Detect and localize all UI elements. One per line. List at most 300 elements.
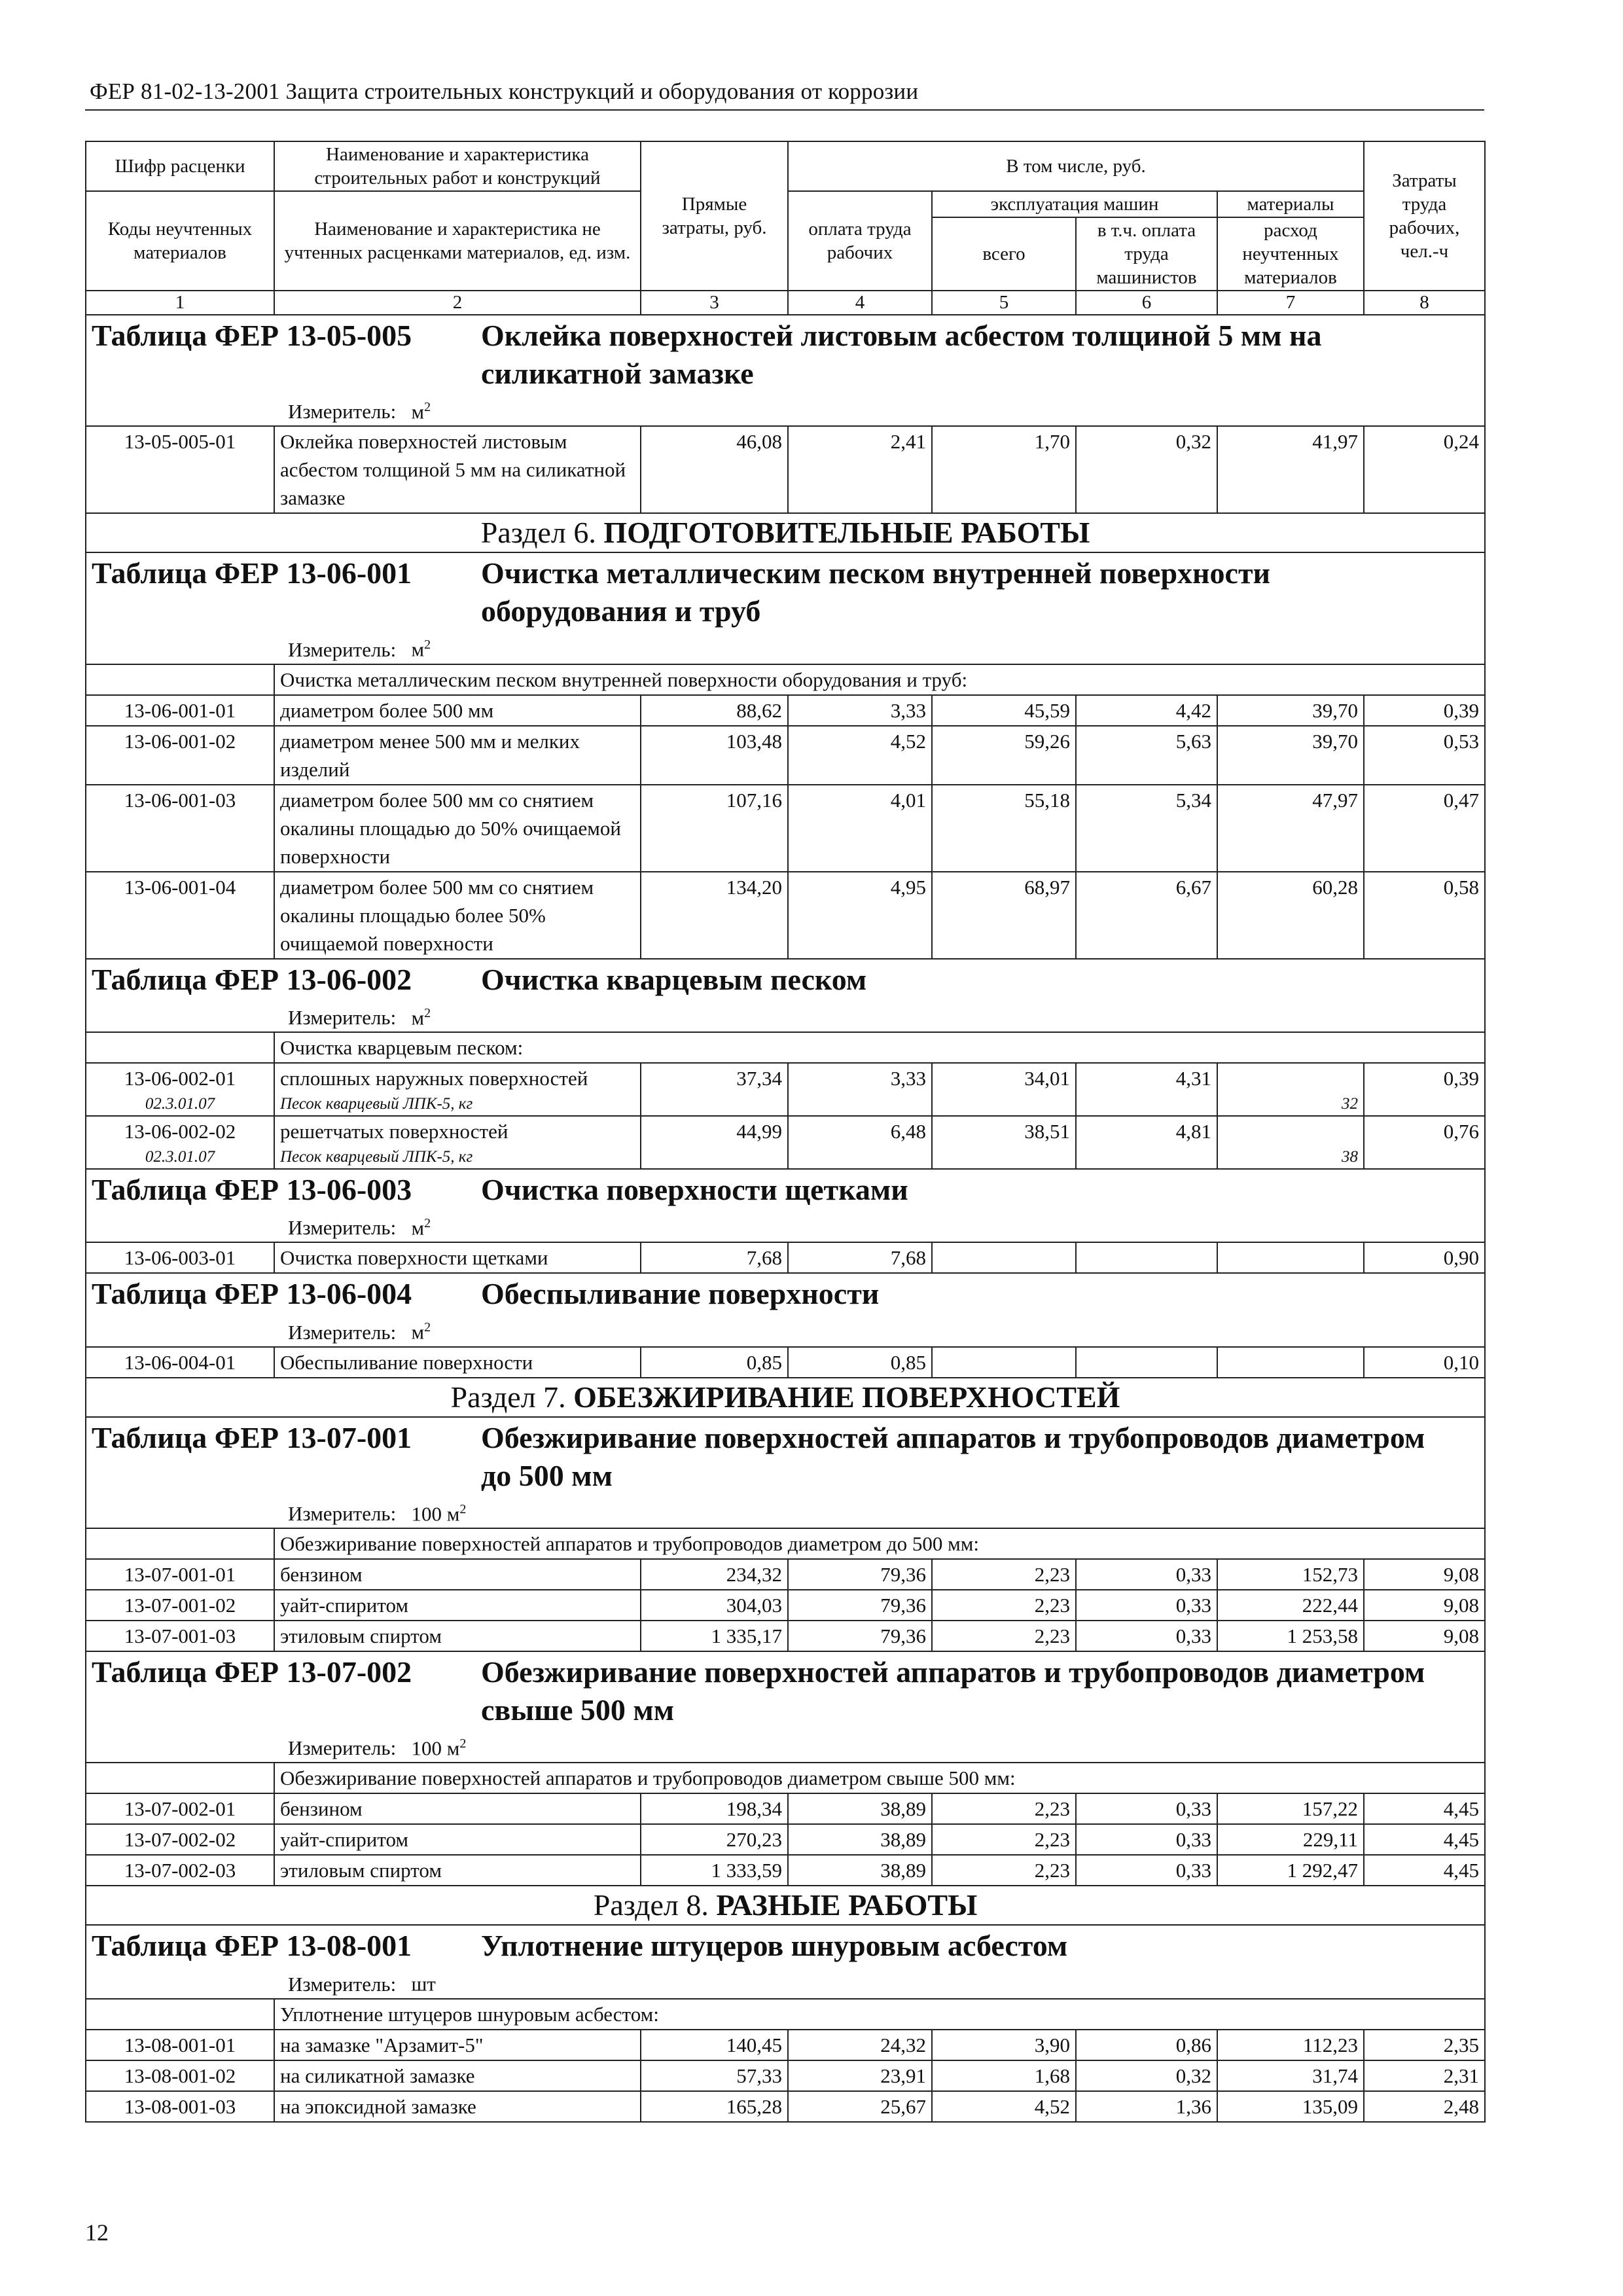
material-row: [86, 1093, 1485, 1116]
meter-cell: [86, 631, 1485, 664]
meter-label: Измеритель:: [288, 637, 397, 661]
machines-total: 55,18: [932, 785, 1076, 872]
labor-hours: 0,90: [1364, 1242, 1485, 1273]
section-title: ПОДГОТОВИТЕЛЬНЫЕ РАБОТЫ: [603, 516, 1090, 550]
table-heading: [86, 552, 1485, 631]
direct-cost: 140,45: [641, 2030, 788, 2060]
col-number: 8: [1364, 291, 1485, 315]
meter-row: [86, 1314, 1485, 1346]
rate-code: 13-06-001-02: [86, 726, 274, 785]
column-numbers-row: [86, 291, 1485, 315]
material-code: 02.3.01.07: [86, 1093, 274, 1116]
materials-cost: 135,09: [1217, 2091, 1364, 2122]
meter-unit: м: [411, 1216, 425, 1240]
machines-labor: [1076, 1242, 1217, 1273]
table-heading-cell: [86, 1417, 1485, 1496]
col-materials-header: материалы: [1217, 191, 1364, 217]
table-heading-cell: [86, 552, 1485, 631]
rate-code: 13-07-001-02: [86, 1590, 274, 1621]
table-title: Обезжиривание поверхностей аппаратов и трубопроводов диаметром свыше 500 мм: [481, 1655, 1425, 1727]
table-title: Очистка кварцевым песком: [481, 962, 867, 996]
machines-labor: 5,34: [1076, 785, 1217, 872]
section-heading: [86, 513, 1485, 552]
machines-labor: 0,32: [1076, 2060, 1217, 2091]
rate-name: уайт-спиритом: [274, 1824, 641, 1855]
meter-cell: [86, 393, 1485, 426]
meter-cell: [86, 1496, 1485, 1528]
machines-labor: 5,63: [1076, 726, 1217, 785]
meter-row: [86, 631, 1485, 664]
table-title: Очистка металлическим песком внутренней поверхности оборудования и труб: [481, 556, 1271, 628]
labor-hours: 9,08: [1364, 1621, 1485, 1651]
table-title: Обеспыливание поверхности: [481, 1277, 880, 1311]
empty-cell: [788, 1146, 932, 1169]
materials-cost: 47,97: [1217, 785, 1364, 872]
table-heading-cell: [86, 1925, 1485, 1965]
materials-cost: 157,22: [1217, 1793, 1364, 1824]
meter-cell: [86, 1314, 1485, 1346]
machines-total: 2,23: [932, 1621, 1076, 1651]
labor-pay: 79,36: [788, 1590, 932, 1621]
labor-hours: 2,35: [1364, 2030, 1485, 2060]
materials-cost: 39,70: [1217, 726, 1364, 785]
labor-pay: 7,68: [788, 1242, 932, 1273]
machines-total: 45,59: [932, 695, 1076, 726]
table-label: Таблица ФЕР 13-06-001: [92, 556, 412, 590]
section-title: ОБЕЗЖИРИВАНИЕ ПОВЕРХНОСТЕЙ: [573, 1380, 1120, 1414]
machines-labor: 0,33: [1076, 1590, 1217, 1621]
direct-cost: 198,34: [641, 1793, 788, 1824]
labor-pay: 38,89: [788, 1824, 932, 1855]
table-title: Очистка поверхности щетками: [481, 1172, 908, 1206]
col-machines-header: эксплуатация машин: [932, 191, 1217, 217]
section-cell: [86, 513, 1485, 552]
labor-hours: 0,39: [1364, 1063, 1485, 1093]
section-heading: [86, 1886, 1485, 1925]
meter-unit-power: 2: [459, 1736, 467, 1751]
rate-row: [86, 1855, 1485, 1886]
machines-total: 4,52: [932, 2091, 1076, 2122]
machines-total: [932, 1347, 1076, 1378]
table-label: Таблица ФЕР 13-06-004: [92, 1277, 412, 1311]
table-label: Таблица ФЕР 13-07-002: [92, 1655, 412, 1689]
col-incl-header: В том числе, руб.: [788, 141, 1364, 191]
meter-unit: м: [411, 400, 425, 423]
col-number: 5: [932, 291, 1076, 315]
table-heading: [86, 1273, 1485, 1314]
materials-cost: [1217, 1347, 1364, 1378]
rate-name: на эпоксидной замазке: [274, 2091, 641, 2122]
labor-pay: 6,48: [788, 1116, 932, 1146]
machines-total: 34,01: [932, 1063, 1076, 1093]
direct-cost: 1 333,59: [641, 1855, 788, 1886]
rate-code: 13-06-002-02: [86, 1116, 274, 1146]
machines-total: 3,90: [932, 2030, 1076, 2060]
group-code-cell: [86, 1763, 274, 1793]
machines-total: 1,68: [932, 2060, 1076, 2091]
rate-row: [86, 785, 1485, 872]
table-heading: [86, 1925, 1485, 1965]
labor-pay: 0,85: [788, 1347, 932, 1378]
meter-cell: [86, 1965, 1485, 1998]
labor-hours: 4,45: [1364, 1855, 1485, 1886]
group-caption: Обезжиривание поверхностей аппаратов и трубопроводов диаметром свыше 500 мм:: [274, 1763, 1485, 1793]
table-body: [86, 315, 1485, 2122]
col-labor-pay-header: оплата труда рабочих: [788, 191, 932, 291]
table-title: Обезжиривание поверхностей аппаратов и трубопроводов диаметром до 500 мм: [481, 1420, 1425, 1492]
empty-cell: [788, 1093, 932, 1116]
group-caption: Очистка металлическим песком внутренней поверхности оборудования и труб:: [274, 664, 1485, 695]
labor-hours: 4,45: [1364, 1824, 1485, 1855]
labor-pay: 25,67: [788, 2091, 932, 2122]
labor-pay: 3,33: [788, 1063, 932, 1093]
machines-total: 2,23: [932, 1793, 1076, 1824]
rate-name: бензином: [274, 1559, 641, 1590]
rate-name: Обеспыливание поверхности: [274, 1347, 641, 1378]
materials-cost: 229,11: [1217, 1824, 1364, 1855]
labor-pay: 4,95: [788, 872, 932, 959]
rate-row: [86, 1116, 1485, 1146]
table-heading: [86, 1651, 1485, 1730]
machines-total: 2,23: [932, 1824, 1076, 1855]
direct-cost: 7,68: [641, 1242, 788, 1273]
meter-row: [86, 393, 1485, 426]
rates-table: [85, 141, 1486, 2123]
machines-labor: 0,33: [1076, 1855, 1217, 1886]
section-cell: [86, 1886, 1485, 1925]
meter-cell: [86, 1210, 1485, 1242]
rate-row: [86, 1621, 1485, 1651]
meter-row: [86, 999, 1485, 1032]
group-caption-row: [86, 664, 1485, 695]
materials-cost: 222,44: [1217, 1590, 1364, 1621]
rate-row: [86, 1347, 1485, 1378]
empty-cell: [1364, 1146, 1485, 1169]
labor-hours: 9,08: [1364, 1590, 1485, 1621]
materials-cost: 1 292,47: [1217, 1855, 1364, 1886]
labor-pay: 2,41: [788, 426, 932, 513]
rate-row: [86, 426, 1485, 513]
running-title: ФЕР 81-02-13-2001 Защита строительных конструкций и оборудования от коррозии: [90, 79, 919, 104]
rate-code: 13-08-001-02: [86, 2060, 274, 2091]
rate-name: сплошных наружных поверхностей: [274, 1063, 641, 1093]
materials-cost: [1217, 1116, 1364, 1146]
direct-cost: 57,33: [641, 2060, 788, 2091]
meter-cell: [86, 1730, 1485, 1763]
rate-row: [86, 2060, 1485, 2091]
material-qty: 38: [1217, 1146, 1364, 1169]
meter-label: Измеритель:: [288, 1501, 397, 1525]
machines-labor: [1076, 1347, 1217, 1378]
meter-row: [86, 1730, 1485, 1763]
materials-cost: [1217, 1242, 1364, 1273]
meter-unit-power: 2: [424, 400, 431, 414]
rate-code: 13-06-002-01: [86, 1063, 274, 1093]
rate-code: 13-07-001-01: [86, 1559, 274, 1590]
rate-code: 13-06-003-01: [86, 1242, 274, 1273]
empty-cell: [641, 1093, 788, 1116]
direct-cost: 304,03: [641, 1590, 788, 1621]
rate-row: [86, 695, 1485, 726]
rate-name: бензином: [274, 1793, 641, 1824]
direct-cost: 234,32: [641, 1559, 788, 1590]
machines-total: 38,51: [932, 1116, 1076, 1146]
col-number: 4: [788, 291, 932, 315]
machines-total: [932, 1242, 1076, 1273]
rate-name: Очистка поверхности щетками: [274, 1242, 641, 1273]
machines-total: 1,70: [932, 426, 1076, 513]
rate-code: 13-07-002-01: [86, 1793, 274, 1824]
rate-name: диаметром более 500 мм со снятием окалины площадью до 50% очищаемой поверхности: [274, 785, 641, 872]
meter-unit-power: 2: [424, 1215, 431, 1230]
rate-code: 13-07-001-03: [86, 1621, 274, 1651]
rate-code: 13-06-001-01: [86, 695, 274, 726]
meter-label: Измеритель:: [288, 1972, 397, 1996]
table-heading-cell: [86, 959, 1485, 999]
meter-row: [86, 1210, 1485, 1242]
rate-code: 13-07-002-03: [86, 1855, 274, 1886]
labor-hours: 0,24: [1364, 426, 1485, 513]
meter-label: Измеритель:: [288, 1320, 397, 1344]
section-title: РАЗНЫЕ РАБОТЫ: [716, 1888, 978, 1922]
machines-total: 2,23: [932, 1855, 1076, 1886]
col-number: 2: [274, 291, 641, 315]
labor-pay: 3,33: [788, 695, 932, 726]
rate-name: этиловым спиртом: [274, 1621, 641, 1651]
rate-name: диаметром менее 500 мм и мелких изделий: [274, 726, 641, 785]
rate-row: [86, 1793, 1485, 1824]
material-name: Песок кварцевый ЛПК-5, кг: [274, 1093, 641, 1116]
rate-name: на замазке "Арзамит-5": [274, 2030, 641, 2060]
labor-pay: 79,36: [788, 1559, 932, 1590]
materials-cost: 112,23: [1217, 2030, 1364, 2060]
labor-hours: 2,48: [1364, 2091, 1485, 2122]
direct-cost: 134,20: [641, 872, 788, 959]
col-number: 7: [1217, 291, 1364, 315]
machines-labor: 4,81: [1076, 1116, 1217, 1146]
table-heading: [86, 315, 1485, 393]
col-materials-unacc-header: расход неучтенных материалов: [1217, 217, 1364, 291]
table-heading: [86, 1169, 1485, 1210]
group-caption-row: [86, 1032, 1485, 1063]
group-caption: Обезжиривание поверхностей аппаратов и трубопроводов диаметром до 500 мм:: [274, 1528, 1485, 1559]
col-code-header: Шифр расценки: [86, 141, 274, 191]
table-title: Уплотнение штуцеров шнуровым асбестом: [481, 1929, 1068, 1963]
direct-cost: 37,34: [641, 1063, 788, 1093]
rate-row: [86, 872, 1485, 959]
meter-unit-power: 2: [459, 1501, 467, 1516]
machines-labor: 0,32: [1076, 426, 1217, 513]
group-code-cell: [86, 1999, 274, 2030]
direct-cost: 1 335,17: [641, 1621, 788, 1651]
rate-code: 13-07-002-02: [86, 1824, 274, 1855]
material-qty: 32: [1217, 1093, 1364, 1116]
labor-hours: 0,76: [1364, 1116, 1485, 1146]
col-machines-total-header: всего: [932, 217, 1076, 291]
group-caption-row: [86, 1528, 1485, 1559]
col-name-header: Наименование и характеристика строительных работ и конструкций: [274, 141, 641, 191]
machines-total: 68,97: [932, 872, 1076, 959]
materials-cost: 31,74: [1217, 2060, 1364, 2091]
rate-code: 13-06-001-03: [86, 785, 274, 872]
meter-unit: м: [411, 1320, 425, 1344]
group-caption-row: [86, 1763, 1485, 1793]
table-heading-cell: [86, 1169, 1485, 1210]
col-number: 1: [86, 291, 274, 315]
col-direct-header: Прямые затраты, руб.: [641, 141, 788, 291]
empty-cell: [1076, 1146, 1217, 1169]
empty-cell: [932, 1146, 1076, 1169]
labor-hours: 0,39: [1364, 695, 1485, 726]
section-cell: [86, 1378, 1485, 1417]
labor-pay: 4,01: [788, 785, 932, 872]
group-caption: Уплотнение штуцеров шнуровым асбестом:: [274, 1999, 1485, 2030]
group-caption-row: [86, 1999, 1485, 2030]
header-rule: [85, 109, 1484, 111]
rate-row: [86, 2030, 1485, 2060]
meter-unit-power: 2: [424, 1005, 431, 1020]
meter-unit-power: 2: [424, 637, 431, 653]
table-label: Таблица ФЕР 13-06-003: [92, 1172, 412, 1206]
meter-label: Измеритель:: [288, 1736, 397, 1760]
rate-code: 13-06-001-04: [86, 872, 274, 959]
col-labor-cost-header: Затраты труда рабочих, чел.-ч: [1364, 141, 1485, 291]
labor-hours: 4,45: [1364, 1793, 1485, 1824]
materials-cost: 39,70: [1217, 695, 1364, 726]
rate-name: Оклейка поверхностей листовым асбестом толщиной 5 мм на силикатной замазке: [274, 426, 641, 513]
material-name: Песок кварцевый ЛПК-5, кг: [274, 1146, 641, 1169]
meter-label: Измеритель:: [288, 1216, 397, 1240]
meter-cell: [86, 999, 1485, 1032]
section-label: Раздел 7.: [450, 1380, 566, 1414]
empty-cell: [1364, 1093, 1485, 1116]
rate-row: [86, 1559, 1485, 1590]
table-heading: [86, 1417, 1485, 1496]
rate-row: [86, 726, 1485, 785]
meter-unit: 100 м: [411, 1501, 460, 1525]
rate-name: на силикатной замазке: [274, 2060, 641, 2091]
rate-row: [86, 2091, 1485, 2122]
rate-code: 13-05-005-01: [86, 426, 274, 513]
rate-name: диаметром более 500 мм со снятием окалины площадью более 50% очищаемой поверхности: [274, 872, 641, 959]
material-code: 02.3.01.07: [86, 1146, 274, 1169]
rate-name: диаметром более 500 мм: [274, 695, 641, 726]
rate-code: 13-06-004-01: [86, 1347, 274, 1378]
direct-cost: 270,23: [641, 1824, 788, 1855]
table-label: Таблица ФЕР 13-08-001: [92, 1929, 412, 1963]
section-label: Раздел 6.: [480, 516, 596, 550]
materials-cost: 1 253,58: [1217, 1621, 1364, 1651]
labor-pay: 23,91: [788, 2060, 932, 2091]
materials-cost: 60,28: [1217, 872, 1364, 959]
machines-labor: 0,33: [1076, 1793, 1217, 1824]
table-heading-cell: [86, 1273, 1485, 1314]
material-row: [86, 1146, 1485, 1169]
direct-cost: 88,62: [641, 695, 788, 726]
meter-unit: шт: [411, 1972, 436, 1996]
page-number: 12: [85, 2219, 109, 2246]
rate-row: [86, 1242, 1485, 1273]
machines-labor: 4,31: [1076, 1063, 1217, 1093]
machines-total: 2,23: [932, 1559, 1076, 1590]
group-code-cell: [86, 664, 274, 695]
empty-cell: [641, 1146, 788, 1169]
labor-hours: 0,58: [1364, 872, 1485, 959]
machines-labor: 4,42: [1076, 695, 1217, 726]
col-number: 6: [1076, 291, 1217, 315]
labor-pay: 79,36: [788, 1621, 932, 1651]
machines-labor: 0,33: [1076, 1621, 1217, 1651]
col-number: 3: [641, 291, 788, 315]
machines-labor: 0,33: [1076, 1559, 1217, 1590]
section-label: Раздел 8.: [593, 1888, 709, 1922]
rate-code: 13-08-001-03: [86, 2091, 274, 2122]
rate-name: уайт-спиритом: [274, 1590, 641, 1621]
machines-labor: 6,67: [1076, 872, 1217, 959]
rate-row: [86, 1824, 1485, 1855]
table-label: Таблица ФЕР 13-05-005: [92, 319, 412, 352]
meter-unit: 100 м: [411, 1736, 460, 1760]
group-code-cell: [86, 1528, 274, 1559]
table-heading-cell: [86, 1651, 1485, 1730]
machines-labor: 0,86: [1076, 2030, 1217, 2060]
table-heading-cell: [86, 315, 1485, 393]
labor-pay: 38,89: [788, 1793, 932, 1824]
materials-cost: 41,97: [1217, 426, 1364, 513]
labor-hours: 2,31: [1364, 2060, 1485, 2091]
machines-total: 2,23: [932, 1590, 1076, 1621]
group-caption: Очистка кварцевым песком:: [274, 1032, 1485, 1063]
direct-cost: 103,48: [641, 726, 788, 785]
meter-row: [86, 1496, 1485, 1528]
materials-cost: 152,73: [1217, 1559, 1364, 1590]
machines-labor: 1,36: [1076, 2091, 1217, 2122]
table-title: Оклейка поверхностей листовым асбестом толщиной 5 мм на силикатной замазке: [481, 319, 1322, 390]
labor-hours: 0,47: [1364, 785, 1485, 872]
empty-cell: [932, 1093, 1076, 1116]
meter-label: Измеритель:: [288, 1005, 397, 1029]
rate-name: решетчатых поверхностей: [274, 1116, 641, 1146]
table-label: Таблица ФЕР 13-06-002: [92, 962, 412, 996]
machines-total: 59,26: [932, 726, 1076, 785]
group-code-cell: [86, 1032, 274, 1063]
labor-pay: 4,52: [788, 726, 932, 785]
meter-row: [86, 1965, 1485, 1998]
rate-code: 13-08-001-01: [86, 2030, 274, 2060]
meter-unit: м: [411, 1005, 425, 1029]
labor-pay: 24,32: [788, 2030, 932, 2060]
meter-unit-power: 2: [424, 1320, 431, 1335]
labor-hours: 0,53: [1364, 726, 1485, 785]
direct-cost: 0,85: [641, 1347, 788, 1378]
materials-cost: [1217, 1063, 1364, 1093]
meter-unit: м: [411, 637, 425, 661]
direct-cost: 107,16: [641, 785, 788, 872]
table-label: Таблица ФЕР 13-07-001: [92, 1420, 412, 1454]
table-heading: [86, 959, 1485, 999]
col-machines-labor-header: в т.ч. оплата труда машинистов: [1076, 217, 1217, 291]
rate-name: этиловым спиртом: [274, 1855, 641, 1886]
labor-hours: 0,10: [1364, 1347, 1485, 1378]
rate-row: [86, 1063, 1485, 1093]
col-unacc-name-header: Наименование и характеристика не учтенных расценками материалов, ед. изм.: [274, 191, 641, 291]
rate-row: [86, 1590, 1485, 1621]
labor-pay: 38,89: [788, 1855, 932, 1886]
direct-cost: 46,08: [641, 426, 788, 513]
section-heading: [86, 1378, 1485, 1417]
col-unacc-code-header: Коды неучтенных материалов: [86, 191, 274, 291]
machines-labor: 0,33: [1076, 1824, 1217, 1855]
